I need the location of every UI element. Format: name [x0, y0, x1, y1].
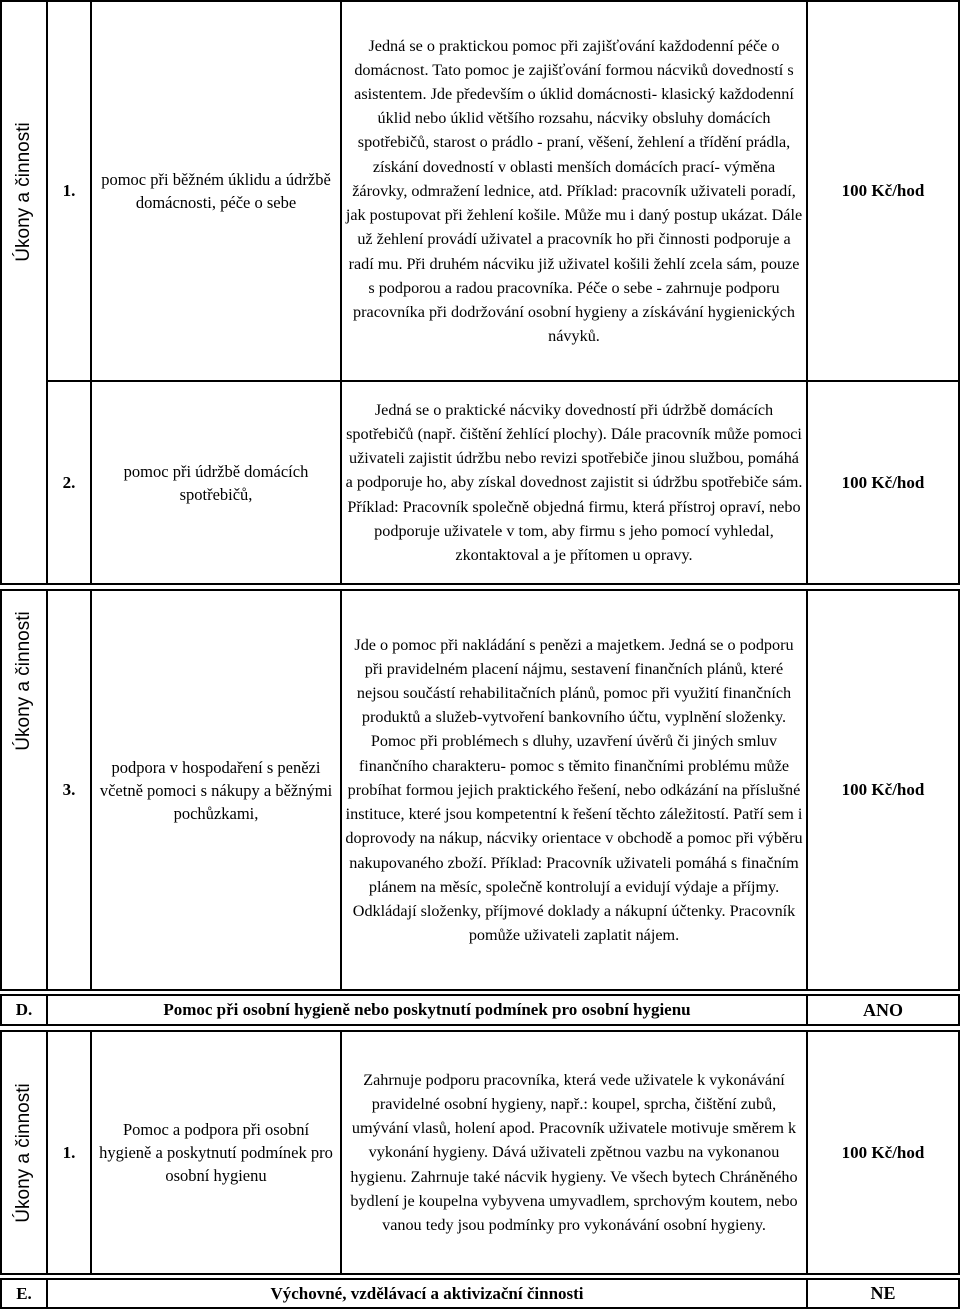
row-number-text: 1.	[62, 1142, 76, 1162]
side-label: Úkony a činnosti	[13, 611, 34, 751]
side-label: Úkony a činnosti	[13, 122, 34, 262]
row-number	[46, 1030, 92, 1275]
service-name-text: podpora v hospodaření s penězi včetně pomoci s nákupy a běžnými pochůzkami,	[99, 757, 333, 823]
section-title-text: Výchovné, vzdělávací a aktivizační činnosti	[270, 1283, 584, 1303]
row-number-text: 3.	[62, 780, 76, 799]
service-price	[806, 1030, 960, 1275]
row-number	[46, 589, 92, 991]
service-description-text: Jde o pomoc při nakládání s penězi a majetkem. Jedná se o podporu při pravidelném placení nájmu, sestavení finančních plánů, které nejsou součástí rehabilitačních plánů, pomoc při využití finančních produktů a služeb-vytvoření bankovního účtu, vyplnění složenky. Pomoc při problémech s dluhy, uzavření úvěrů či jiných smluv finančního charakteru- pomoc s těmito finančními problému může probíhat formou jejich praktického řešení, nebo odkázání na příslušné instituce, které jsou kompetentní k řešení těchto záležitostí. Patří sem i doprovody na nákup, nácviky orientace v obchodě a pomoc při výběru nakupovaného zboží. Příklad: Pracovník uživateli pomáhá s finačním plánem na měsíc, společně kontrolují a evidují výdaje a příjmy. Odkládají složenky, příjmové doklady a nákupní účtenky. Pracovník pomůže uživateli zaplatit nájem.	[345, 635, 803, 945]
section-value-text: NE	[870, 1283, 896, 1303]
service-description	[340, 1030, 808, 1275]
service-price-text: 100 Kč/hod	[841, 472, 925, 492]
service-description-text: Zahrnuje podporu pracovníka, která vede uživatele k vykonávání pravidelné osobní hygieny, např.: koupel, sprcha, čištění zubů, umývání vlasů, holení apod. Pracovník uživatele motivuje směrem k vykonání hygieny. Dává uživateli zpětnou vazbu na vykonanou hygienu. Zahrnuje také nácvik hygieny. Ve všech bytech Chráněného bydlení je koupelna vybyvena umyvadlem, sprchovým koutem, nebo vanou tedy jsou podmínky pro vykonávání osobní hygieny.	[350, 1070, 798, 1234]
section-letter-text: E.	[16, 1283, 32, 1303]
service-description	[340, 380, 808, 585]
side-label-cell	[0, 589, 48, 991]
row-number	[46, 380, 92, 585]
side-label-cell	[0, 0, 48, 585]
side-label-cell	[0, 1030, 48, 1275]
service-price-text: 100 Kč/hod	[841, 181, 925, 200]
section-e-letter	[0, 1278, 48, 1309]
section-d-title	[46, 994, 808, 1026]
service-name	[90, 1030, 342, 1275]
side-label: Úkony a činnosti	[13, 1082, 34, 1223]
service-price-text: 100 Kč/hod	[841, 1142, 925, 1162]
section-title-text: Pomoc při osobní hygieně nebo poskytnutí podmínek pro osobní hygienu	[163, 1000, 691, 1019]
service-name	[90, 0, 342, 382]
service-name-text: pomoc při běžném úklidu a údržbě domácnosti, péče o sebe	[101, 170, 331, 212]
service-name	[90, 589, 342, 991]
service-price	[806, 380, 960, 585]
service-name	[90, 380, 342, 585]
service-description-text: Jedná se o praktickou pomoc při zajišťování každodenní péče o domácnost. Tato pomoc je zajišťování formou nácviků dovedností s asistentem. Jde především o úklid domácnosti- klasický každodenní úklid nebo úklid většího rozsahu, nácviky obsluhy domácích spotřebičů, starost o prádlo - praní, věšení, žehlení a třídění prádla, získání dovedností v oblasti menších domácích prací- výměna žárovky, odmražení lednice, atd. Příklad: pracovník uživateli poradí, jak postupovat při žehlení košile. Může mu i daný postup ukázat. Dále už žehlení provádí uživatel a pracovník ho při činnosti podporuje a radí mu. Při druhém nácviku již uživatel košili žehlí zcela sám, pouze s podporou a radou pracovníka. Péče o sebe - zahrnuje podporu pracovníka při dodržování osobní hygieny a získávání hygienických návyků.	[345, 36, 803, 346]
section-e-title	[46, 1278, 808, 1309]
service-description	[340, 0, 808, 382]
service-price	[806, 589, 960, 991]
section-d-value	[806, 994, 960, 1026]
service-price-text: 100 Kč/hod	[841, 780, 925, 799]
service-description	[340, 589, 808, 991]
section-e-value	[806, 1278, 960, 1309]
section-value-text: ANO	[863, 999, 903, 1020]
service-price	[806, 0, 960, 382]
service-name-text: Pomoc a podpora při osobní hygieně a poskytnutí podmínek pro osobní hygienu	[99, 1120, 333, 1185]
section-letter-text: D.	[15, 1000, 33, 1019]
row-number-text: 1.	[62, 181, 76, 200]
row-number-text: 2.	[62, 472, 76, 492]
section-d-letter	[0, 994, 48, 1026]
row-number	[46, 0, 92, 382]
service-description-text: Jedná se o praktické nácviky dovedností při údržbě domácích spotřebičů (např. čištění žehlící plochy). Dále pracovník může pomoci uživateli zajistit údržbu nebo revizi spotřebiče jinou službou, pomáhá a podporuje ho, aby získal dovednost zajistit si údržbu spotřebiče sám. Příklad: Pracovník společně objedná firmu, která přístroj opraví, nebo podporuje uživatele v tom, aby firmu s jeho pomocí vyhledal, zkontaktoval a je přítomen u opravy.	[345, 400, 803, 564]
service-name-text: pomoc při údržbě domácích spotřebičů,	[123, 461, 309, 504]
